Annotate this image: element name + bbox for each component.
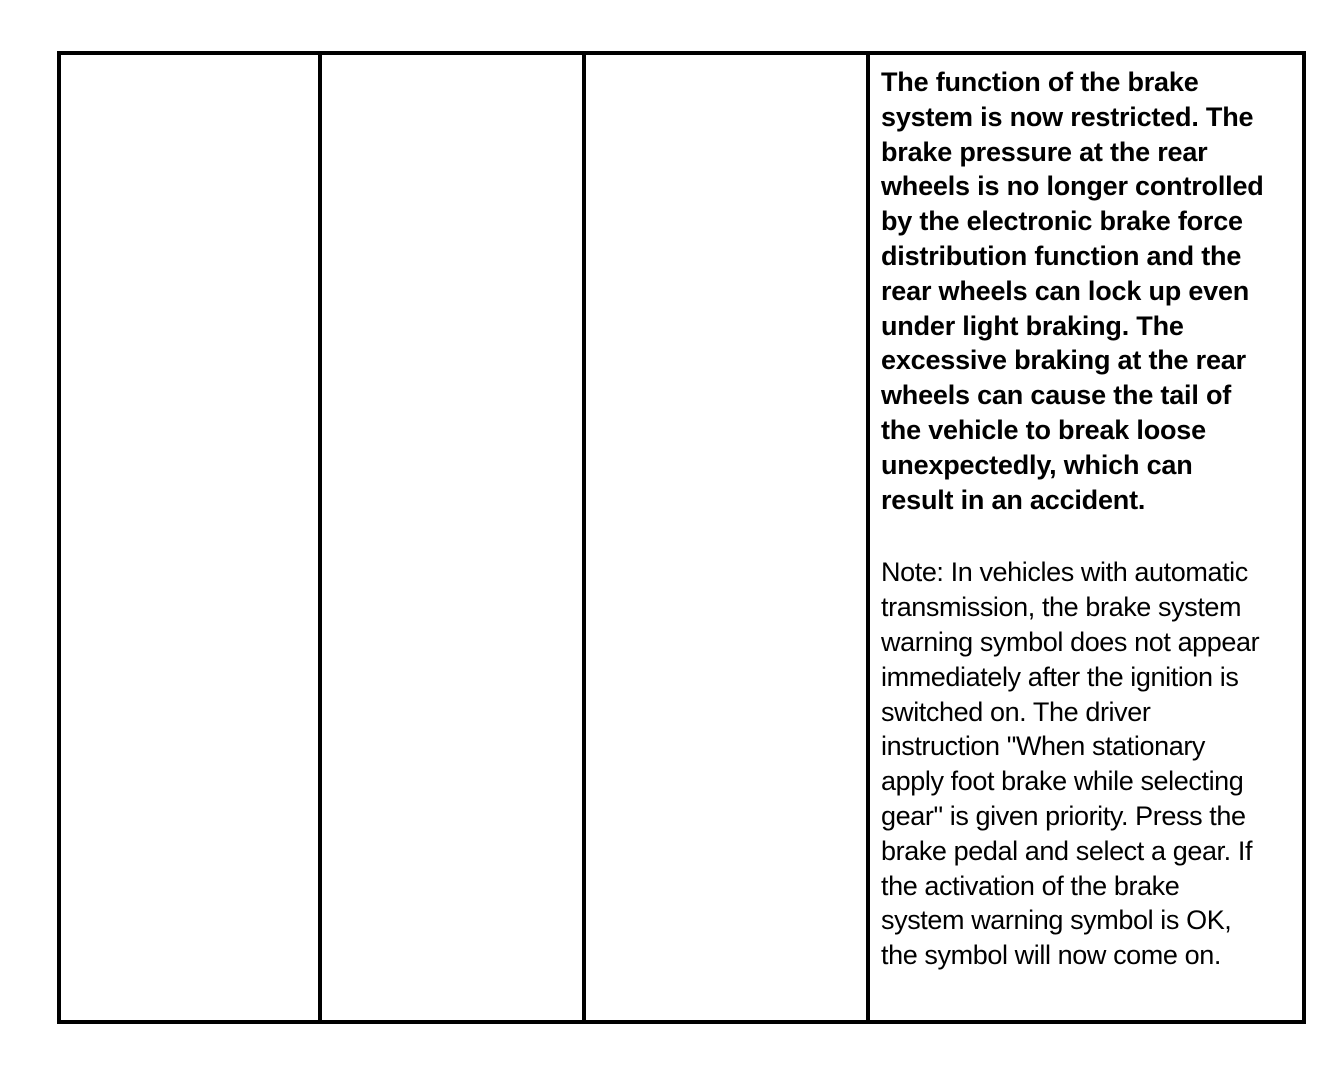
warning-line: system is now restricted. The <box>881 101 1254 132</box>
note-line: gear" is given priority. Press the <box>881 800 1246 831</box>
note-line: instruction "When stationary <box>881 731 1206 762</box>
table-cell-column-2 <box>322 55 586 1020</box>
warning-line: by the electronic brake force <box>881 206 1243 237</box>
warning-line: The function of the brake <box>881 67 1199 97</box>
warning-line: rear wheels can lock up even <box>881 275 1250 306</box>
note-line: system warning symbol is OK, <box>881 905 1232 936</box>
warning-line: wheels can cause the tail of <box>881 380 1232 411</box>
note-line: apply foot brake while selecting <box>881 766 1244 797</box>
warning-line: excessive braking at the rear <box>881 345 1246 376</box>
table-cell-column-4 <box>870 55 1302 1020</box>
warning-line: brake pressure at the rear <box>881 136 1208 167</box>
warning-line: under light braking. The <box>881 310 1184 341</box>
brake-warning-paragraph <box>881 65 1294 517</box>
note-line: brake pedal and select a gear. If <box>881 835 1253 866</box>
note-line: the activation of the brake <box>881 870 1180 901</box>
warning-line: result in an accident. <box>881 484 1146 515</box>
table-cell-column-3 <box>586 55 870 1020</box>
note-line: warning symbol does not appear <box>881 626 1260 657</box>
document-table <box>57 51 1306 1024</box>
warning-line: unexpectedly, which can <box>881 449 1193 480</box>
note-line: the symbol will now come on. <box>881 940 1221 971</box>
table-cell-column-1 <box>61 55 322 1020</box>
note-line: Note: In vehicles with automatic <box>881 557 1248 588</box>
note-line: immediately after the ignition is <box>881 661 1239 692</box>
warning-line: the vehicle to break loose <box>881 414 1206 445</box>
warning-line: wheels is no longer controlled <box>881 171 1264 202</box>
transmission-note-paragraph <box>881 555 1294 973</box>
note-line: switched on. The driver <box>881 696 1151 727</box>
warning-line: distribution function and the <box>881 240 1242 271</box>
note-line: transmission, the brake system <box>881 592 1242 623</box>
